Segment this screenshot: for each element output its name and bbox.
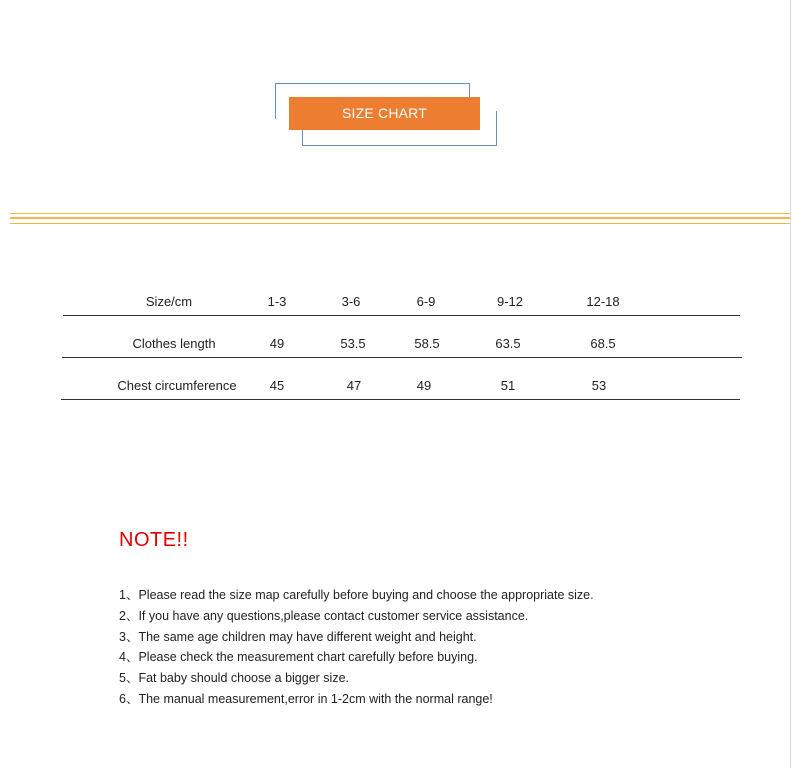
table-cell: 53 — [591, 378, 607, 393]
table-header-cell: 3-6 — [341, 294, 361, 309]
note-item: 4、Please check the measurement chart carefully before buying. — [119, 650, 478, 665]
table-row-divider — [63, 315, 740, 316]
note-list — [119, 585, 594, 710]
size-chart-title: SIZE CHART — [289, 97, 480, 130]
table-cell: 45 — [269, 378, 285, 393]
table-cell: 49 — [416, 378, 432, 393]
note-item: 2、If you have any questions,please contact customer service assistance. — [119, 608, 529, 623]
table-cell: 63.5 — [495, 336, 521, 351]
table-cell: 49 — [269, 336, 285, 351]
table-header-cell: 6-9 — [416, 294, 436, 309]
table-row-divider — [62, 357, 742, 358]
table-row-label: Clothes length — [132, 336, 216, 351]
table-row-divider — [61, 399, 740, 400]
table-cell: 53.5 — [340, 336, 366, 351]
note-item: 1、Please read the size map carefully before buying and choose the appropriate size. — [119, 588, 594, 602]
table-cell: 47 — [346, 378, 362, 393]
table-cell: 51 — [500, 378, 516, 393]
note-item: 6、The manual measurement,error in 1-2cm with the normal range! — [119, 691, 493, 706]
note-heading: NOTE!! — [119, 529, 189, 551]
table-header-cell: 1-3 — [267, 294, 287, 309]
table-cell: 58.5 — [414, 336, 440, 351]
note-item: 3、The same age children may have different weight and height. — [119, 629, 477, 644]
table-cell: 68.5 — [590, 336, 616, 351]
table-header-cell: 12-18 — [586, 294, 620, 309]
table-row-label: Chest circumference — [117, 378, 237, 393]
note-item: 5、Fat baby should choose a bigger size. — [119, 671, 349, 686]
table-header-cell: 9-12 — [496, 294, 524, 309]
table-header-cell: Size/cm — [145, 294, 193, 309]
